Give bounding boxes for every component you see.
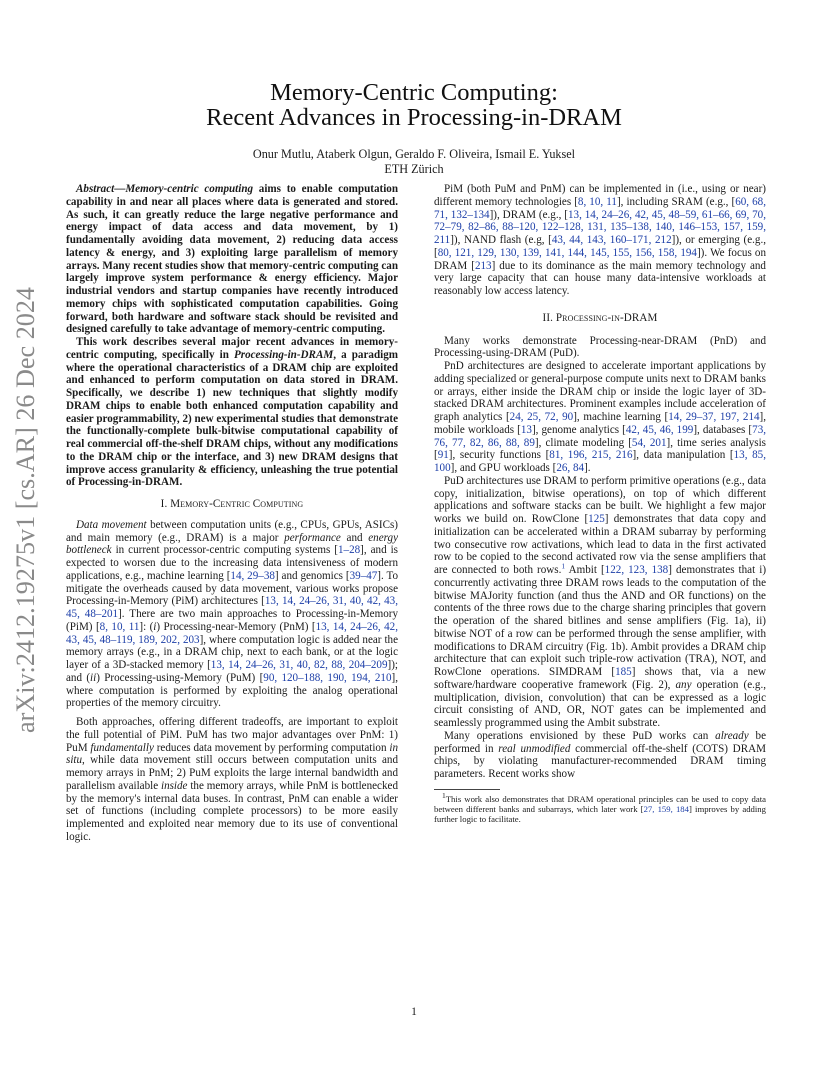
emphasis: i (153, 620, 157, 633)
citation-link[interactable]: 1–28 (337, 544, 361, 557)
emphasis: Data movement (76, 518, 147, 531)
emphasis: performance (284, 531, 341, 544)
body-text: ) Processing-using-Memory (PuM) [ (96, 671, 264, 684)
section-1-paragraph-1 (66, 519, 398, 710)
section-1-paragraph-2 (66, 716, 398, 844)
citation-link[interactable]: 27, 159, 184 (643, 803, 689, 814)
footnote (434, 790, 766, 825)
pim-technologies-paragraph (434, 183, 766, 298)
body-text: ]), or emerging (e.g., [ (434, 234, 767, 259)
body-text: ], including SRAM (e.g., [ (616, 195, 736, 208)
footnote-text: ] improves by adding further logic to facilitate. (434, 803, 766, 825)
body-text: and (340, 531, 369, 544)
section-2-number: II. (542, 311, 556, 324)
body-text: Many works demonstrate Processing-near-DRAM (PnD) and Processing-using-DRAM (PuD). (434, 334, 766, 360)
abstract-p2-text-a: This work describes several major recent advances in memory-centric computing, specifically in (66, 336, 398, 361)
section-2-title: Processing-in-DRAM (555, 311, 658, 324)
citation-link[interactable]: 185 (615, 666, 632, 678)
citation-link[interactable]: 24, 25, 72, 90 (509, 411, 574, 423)
abstract-emphasis: Memory-centric computing (125, 183, 254, 195)
citation-link[interactable]: 73, 76, 77, 82, 86, 88, 89 (434, 423, 767, 449)
footnote-number: 1 (442, 790, 446, 800)
abstract-paragraph-2 (66, 336, 398, 489)
body-text: ] shows that, via a new software/hardware cooperative framework (Fig. 2), (434, 666, 766, 691)
body-text: reduces data movement by performing computation (153, 741, 390, 754)
pud-paragraph (434, 475, 766, 730)
citation-link[interactable]: 81, 196, 215, 216 (549, 449, 633, 462)
body-text: ], and GPU workloads [ (450, 462, 557, 474)
title-line-1: Memory-Centric Computing: (270, 79, 558, 106)
citation-link[interactable]: 14, 29–37, 197, 214 (668, 411, 760, 423)
citation-link[interactable]: 14, 29–38 (230, 569, 275, 582)
title-line-2: Recent Advances in Processing-in-DRAM (206, 104, 622, 131)
body-text: ], climate modeling [ (534, 436, 632, 449)
footnote-marker[interactable]: 1 (561, 561, 566, 571)
citation-link[interactable]: 54, 201 (631, 436, 667, 449)
citation-link[interactable]: 13, 14, 24–26, 42, 43, 45, 48–119, 189, 202, 203 (66, 620, 398, 646)
body-text: Ambit [ (565, 564, 605, 576)
citation-link[interactable]: 80, 121, 129, 130, 139, 141, 144, 145, 155, 156, 158, 194 (437, 246, 697, 259)
body-text: ]). We focus on DRAM [ (434, 246, 766, 272)
abstract-p2-text-b: , a paradigm where the operational characteristics of a DRAM chip are exploited and enhanced to perform computation on data stored in DRAM. Specifically, we describe 1) new techniques that slightly modify DRAM chips to enable both enhanced computation capability and easier programmability, 2) new experimental studies that demonstrate the functionally-complete bulk-bitwise computational capability of real commercial off-the-shelf DRAM chips, without any modifications to the DRAM chip or the interface, and 3) new DRAM designs that improve access granularity & efficiency, unleashing the true potential of Processing-in-DRAM. (66, 348, 398, 489)
body-text: ], data manipulation [ (632, 449, 734, 462)
section-1-number: I. (160, 498, 171, 510)
footnote-text: This work also demonstrates that DRAM operational principles can be used to copy data between different banks and subarrays, which later work [ (434, 793, 766, 814)
body-text: ] and genomics [ (274, 569, 350, 582)
body-text: PnD architectures are designed to accelerate important applications by adding specialized or general-purpose compute units next to DRAM banks or arrays, either inside the DRAM chip or inside the logic layer of 3D-stacked DRAM architectures. Prominent examples include acceleration of graph analytics [ (434, 360, 766, 423)
author-names: Onur Mutlu, Ataberk Olgun, Geraldo F. Oliveira, Ismail E. Yuksel (252, 147, 576, 161)
abstract-label: Abstract (76, 183, 115, 195)
body-text: operation (e.g., multiplication, division, convolution) that can be expressed as a logic circuit consisting of AND, OR, NOT gates can be implemented and seamlessly programmed using the Ambit substrate. (434, 678, 766, 729)
body-text: PuD architectures use DRAM to perform primitive operations (e.g., data copy, initialization, bitwise operations), on top of which different applications and software stacks can be built. We highlight a few major works we build on. RowClone [ (434, 474, 766, 525)
body-text: ], databases [ (693, 423, 753, 436)
abstract-dash: — (114, 183, 126, 195)
abstract-text: aims to enable computation capability in and near all places where data is generated and stored. As such, it can greatly reduce the large negative performance and energy impact of data access and data movement, by 1) fundamentally avoiding data movement, 2) reducing data access latency & energy, and 3) exploiting large parallelism of memory arrays. Many recent studies show that memory-centric computing can largely improve system performance & energy efficiency. Major industrial vendors and startup companies have recently introduced memory chips with sophisticated computation capabilities. Going forward, both hardware and software stack should be revisited and designed carefully to take advantage of memory-centric computing. (66, 183, 398, 336)
citation-link[interactable]: 39–47 (349, 569, 378, 582)
arxiv-identifier-stamp (8, 285, 40, 735)
abstract-paragraph (66, 183, 398, 336)
pnd-paragraph (434, 360, 766, 475)
footnote-divider (434, 789, 500, 790)
body-text: ) Processing-near-Memory (PnM) [ (156, 620, 316, 633)
right-column (434, 183, 766, 824)
body-text: ], machine learning [ (573, 411, 669, 423)
citation-link[interactable]: 13, 14, 24–26, 42, 45, 48–59, 61–66, 69, 70, 72–79, 82–86, 88–120, 122–128, 131, 135–138, 140, 146–153, 157, 159, 211 (434, 208, 767, 246)
body-text: ]), NAND flash (e.g, [ (450, 234, 552, 246)
body-text: ], time series analysis [ (434, 436, 766, 462)
body-text: ], mobile workloads [ (434, 411, 767, 436)
section-2-paragraph-1 (434, 335, 766, 361)
citation-link[interactable]: 122, 123, 138 (604, 564, 669, 576)
body-text: be performed in (434, 729, 766, 755)
citation-link[interactable]: 125 (588, 513, 605, 525)
citation-link[interactable]: 8, 10, 11 (577, 195, 617, 208)
body-text: the memory arrays, while PnM is bottlenecked by the memory's internal data buses. In contrast, PnM can enable a wider set of functions (including complete processors) to be more easily implemented and exploited near memory due to its use of conventional logic. (66, 779, 398, 843)
abstract-p2-emphasis: Processing-in-DRAM (233, 348, 334, 361)
body-text: Many operations envisioned by these PuD works can (444, 729, 716, 742)
emphasis: real unmodified (498, 742, 571, 755)
body-text: ] demonstrates that data copy and initialization can be accelerated within a DRAM subarray by performing two consecutive row activations, which lead to data in the first activated row to be copied to the second activated row via the sense amplifiers that are connected to both rows. (434, 513, 766, 576)
section-heading-1 (66, 498, 398, 511)
emphasis: ii (90, 671, 97, 684)
body-text: ], where computation is performed by exploiting the analog operational properties of the memory circuitry. (66, 671, 398, 710)
citation-link[interactable]: 13, 14, 24–26, 31, 40, 42, 43, 45, 48–201 (66, 595, 398, 620)
arxiv-identifier-text: arXiv:2412.19275v1 [cs.AR] 26 Dec 2024 (11, 289, 40, 733)
body-text: Both approaches, offering different tradeoffs, are important to exploit the full potential of PiM. PuM has two major advantages over PnM: 1) PuM (66, 716, 398, 754)
body-text: commercial off-the-shelf (COTS) DRAM chips, by violating manufacturer-recommended DRAM timing parameters. Recent works show (434, 742, 766, 780)
citation-link[interactable]: 90, 120–188, 190, 194, 210 (263, 671, 392, 684)
body-text: ] due to its dominance as the main memory technology and very large capacity that can house many data-intensive workloads at reasonably low access latency. (434, 259, 766, 297)
citation-link[interactable]: 26, 84 (556, 462, 585, 474)
body-text: ], where computation logic is added near the memory arrays (e.g., in a DRAM chip, next to each bank, or at the logic layer of a 3D-stacked memory [ (66, 633, 399, 671)
section-heading-2 (434, 312, 766, 325)
author-block (0, 147, 828, 177)
citation-link[interactable]: 13 (520, 423, 532, 436)
citation-link[interactable]: 13, 14, 24–26, 31, 40, 82, 88, 204–209 (210, 659, 388, 671)
body-text: ], and is expected to worsen due to the increasing data intensiveness of modern applications, e.g., machine learning [ (66, 544, 399, 582)
body-text: between computation units (e.g., CPUs, GPUs, ASICs) and main memory (e.g., DRAM) is a major (66, 518, 398, 544)
citation-link[interactable]: 13, 85, 100 (434, 449, 766, 474)
citation-link[interactable]: 91 (437, 449, 449, 462)
body-text: ]. To mitigate the overheads caused by data movement, various works propose Processing-in-Memory (PiM) architectures [ (66, 569, 399, 608)
page-number: 1 (411, 1006, 417, 1018)
body-text: ]: ( (139, 620, 154, 633)
emphasis: any (675, 678, 692, 691)
emphasis: in situ (66, 741, 398, 767)
body-text: ], genome analytics [ (531, 423, 626, 436)
citation-link[interactable]: 42, 45, 46, 199 (625, 423, 694, 436)
author-affiliation: ETH Zürich (384, 162, 444, 176)
body-text: ], security functions [ (448, 449, 550, 462)
emphasis: fundamentally (90, 741, 154, 754)
paper-title (0, 80, 828, 130)
body-text: ]), DRAM (e.g., [ (489, 208, 568, 221)
body-text: ] demonstrates that i) concurrently activating three DRAM rows leads to the computation of the bitwise MAJority function (and thus the AND and OR functions) on the contents of the three rows due to the charge sharing principles that govern the operation of the shared bitlines and sense amplifiers (Fig. 1a), ii) bitwise NOT of a row can be performed through the sense amplifier, with modifications to DRAM circuitry (Fig. 1b). Ambit provides a DRAM chip architecture that can exploit such triple-row activation (TRA), NOT, and RowClone operations. SIMDRAM [ (434, 564, 767, 678)
body-text: PiM (both PuM and PnM) can be implemented in (i.e., using or near) different memory technologies [ (434, 183, 766, 208)
body-text: , while data movement still occurs between computation units and memory arrays in PnM; 2) PuM exploits the large internal bandwidth and parallelism available (66, 754, 398, 792)
citation-link[interactable]: 8, 10, 11 (99, 620, 140, 633)
section-1-title: Memory-Centric Computing (170, 498, 304, 510)
emphasis: energy bottleneck (66, 531, 398, 557)
body-text: ]. (584, 462, 591, 474)
emphasis: already (715, 729, 749, 742)
citation-link[interactable]: 43, 44, 143, 160–171, 212 (551, 234, 672, 246)
body-text: ]); and ( (66, 659, 399, 684)
citation-link[interactable]: 213 (474, 259, 492, 272)
emphasis: inside (160, 779, 188, 792)
body-text: in current processor-centric computing systems [ (111, 544, 338, 557)
cots-paragraph (434, 730, 766, 781)
left-column (66, 183, 398, 844)
citation-link[interactable]: 60, 68, 71, 132–134 (434, 195, 767, 221)
body-text: ]. There are two main approaches to Processing-in-Memory (PiM) [ (66, 608, 398, 633)
